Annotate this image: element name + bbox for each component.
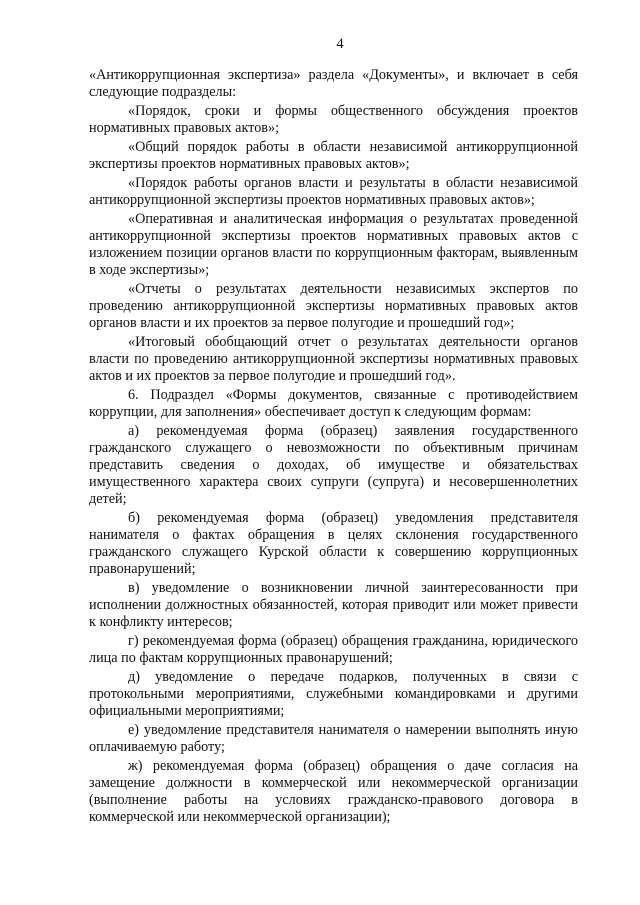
paragraph-subsection-public-discussion: «Порядок, сроки и формы общественного обсуждения проектов нормативных правовых актов»; xyxy=(89,103,578,136)
list-item-e: е) уведомление представителя нанимателя о намерении выполнять иную оплачиваемую работу; xyxy=(89,722,578,755)
page-number: 4 xyxy=(336,36,344,52)
list-item-b: б) рекомендуемая форма (образец) уведомления представителя нанимателя о фактах обращения в целях склонения государственного гражданского служащего Курской области к совершению коррупционных правонарушений; xyxy=(89,510,578,577)
paragraph-section-6: 6. Подраздел «Формы документов, связанные с противодействием коррупции, для заполнения» обеспечивает доступ к следующим формам: xyxy=(89,387,578,420)
document-body xyxy=(89,67,578,828)
list-item-a: а) рекомендуемая форма (образец) заявления государственного гражданского служащего о невозможности по объективным причинам представить сведения о доходах, об имуществе и обязательствах имущественного характера своих супруги (супруга) и несовершеннолетних детей; xyxy=(89,423,578,507)
list-item-zh: ж) рекомендуемая форма (образец) обращения о даче согласия на замещение должности в коммерческой или некоммерческой организации (выполнение работы на условиях гражданско-правового договора в коммерческой или некоммерческой организации); xyxy=(89,758,578,825)
paragraph-subsection-authorities-procedure: «Порядок работы органов власти и результаты в области независимой антикоррупционной экспертизы проектов нормативных правовых актов»; xyxy=(89,175,578,208)
list-item-g: г) рекомендуемая форма (образец) обращения гражданина, юридического лица по фактам коррупционных правонарушений; xyxy=(89,633,578,666)
paragraph-subsection-expert-reports: «Отчеты о результатах деятельности независимых экспертов по проведению антикоррупционной экспертизы нормативных правовых актов органов власти и их проектов за первое полугодие и прошедший год»; xyxy=(89,281,578,331)
paragraph-intro: «Антикоррупционная экспертиза» раздела «Документы», и включает в себя следующие подразделы: xyxy=(89,67,578,100)
paragraph-subsection-final-report: «Итоговый обобщающий отчет о результатах деятельности органов власти по проведению антикоррупционной экспертизы нормативных правовых актов и их проектов за первое полугодие и прошедший год». xyxy=(89,334,578,384)
list-item-d: д) уведомление о передаче подарков, полученных в связи с протокольными мероприятиями, служебными командировками и другими официальными мероприятиями; xyxy=(89,669,578,719)
paragraph-subsection-operational-info: «Оперативная и аналитическая информация о результатах проведенной антикоррупционной экспертизы проектов нормативных правовых актов с изложением позиции органов власти по коррупционным факторам, выявленным в ходе экспертизы»; xyxy=(89,211,578,278)
paragraph-subsection-general-procedure: «Общий порядок работы в области независимой антикоррупционной экспертизы проектов нормативных правовых актов»; xyxy=(89,139,578,172)
list-item-v: в) уведомление о возникновении личной заинтересованности при исполнении должностных обязанностей, которая приводит или может привести к конфликту интересов; xyxy=(89,580,578,630)
